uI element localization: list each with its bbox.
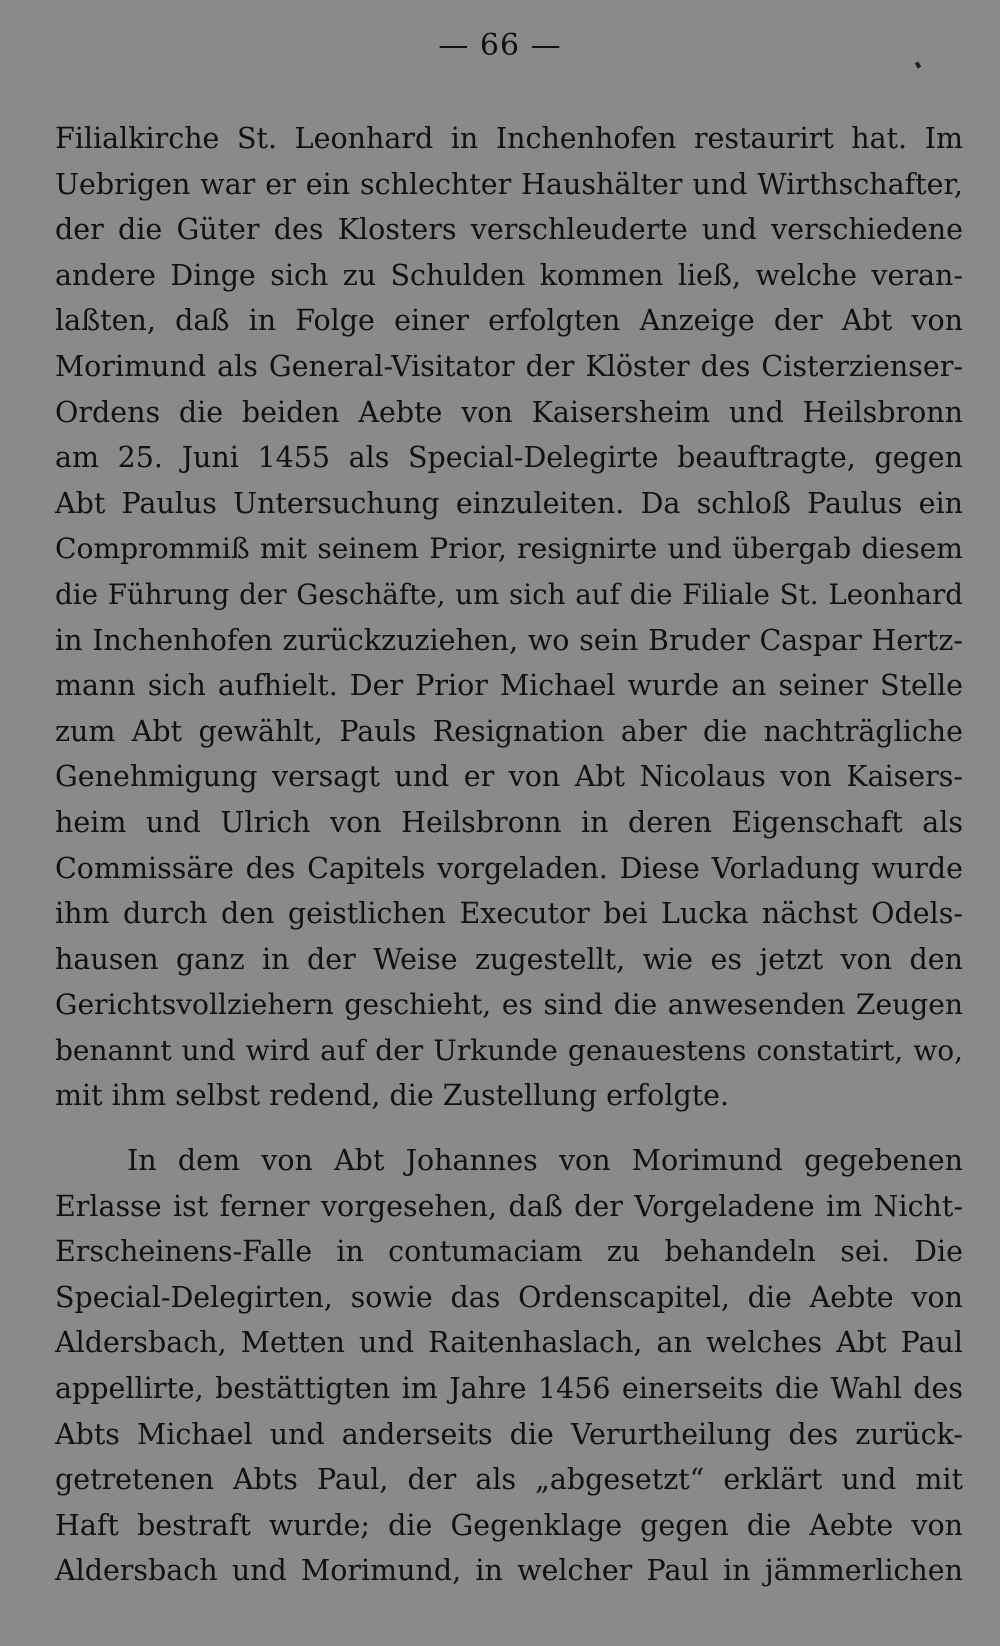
text-line: mit ihm selbst redend, die Zustellung erfolgte. (55, 1079, 730, 1113)
text-line: zum Abt gewählt, Pauls Resignation aber die nachträgliche (55, 714, 963, 748)
text-line: Uebrigen war er ein schlechter Haushälter und Wirthschafter, (55, 167, 963, 201)
text-line: benannt und wird auf der Urkunde genauestens constatirt, wo, (55, 1033, 963, 1067)
text-line: In dem von Abt Johannes von Morimund gegebenen (127, 1144, 963, 1177)
text-line: andere Dinge sich zu Schulden kommen ließ, welche veran- (55, 258, 963, 292)
page-number: — 66 — (438, 28, 562, 63)
text-line: mann sich aufhielt. Der Prior Michael wurde an seiner Stelle (55, 669, 963, 703)
text-line: die Führung der Geschäfte, um sich auf die Filiale St. Leonhard (55, 577, 963, 611)
text-line: Commissäre des Capitels vorgeladen. Diese Vorladung wurde (55, 851, 963, 885)
text-line: in Inchenhofen zurückzuziehen, wo sein Bruder Caspar Hertz- (55, 623, 963, 657)
text-line: Aldersbach und Morimund, in welcher Paul in jämmerlichen (55, 1554, 963, 1588)
text-line: appellirte, bestättigten im Jahre 1456 einerseits die Wahl des (55, 1371, 963, 1405)
text-line: Special-Delegirten, sowie das Ordenscapitel, die Aebte von (55, 1280, 963, 1314)
text-line: am 25. Juni 1455 als Special-Delegirte beauftragte, gegen (55, 441, 963, 475)
text-line: Filialkirche St. Leonhard in Inchenhofen restaurirt hat. Im (55, 122, 963, 155)
text-line: Gerichtsvollziehern geschieht, es sind die anwesenden Zeugen (55, 988, 963, 1022)
paragraph-2 (55, 1138, 963, 1594)
text-line: Abt Paulus Untersuchung einzuleiten. Da schloß Paulus ein (55, 486, 963, 520)
text-line: Erlasse ist ferner vorgesehen, daß der Vorgeladene im Nicht- (55, 1189, 963, 1223)
text-line: der die Güter des Klosters verschleuderte und verschiedene (55, 213, 963, 247)
text-line: Comprommiß mit seinem Prior, resignirte und übergab diesem (55, 532, 963, 566)
text-line: Haft bestraft wurde; die Gegenklage gegen die Aebte von (55, 1508, 963, 1542)
text-line: Morimund als General-Visitator der Klöster des Cisterzienser- (55, 349, 963, 383)
text-line: laßten, daß in Folge einer erfolgten Anzeige der Abt von (55, 304, 963, 338)
text-line: Aldersbach, Metten und Raitenhaslach, an welches Abt Paul (55, 1326, 963, 1360)
text-line: heim und Ulrich von Heilsbronn in deren Eigenschaft als (55, 805, 963, 839)
text-line: getretenen Abts Paul, der als „abgesetzt“ erklärt und mit (55, 1463, 963, 1497)
text-line: hausen ganz in der Weise zugestellt, wie es jetzt von den (55, 942, 963, 976)
text-line: Abts Michael und anderseits die Verurtheilung des zurück- (55, 1417, 963, 1451)
text-line: ihm durch den geistlichen Executor bei Lucka nächst Odels- (55, 897, 963, 931)
text-line: Erscheinens-Falle in contumaciam zu behandeln sei. Die (55, 1235, 963, 1269)
text-line: Genehmigung versagt und er von Abt Nicolaus von Kaisers- (55, 760, 963, 794)
paragraph-1 (55, 116, 963, 1119)
text-line: Ordens die beiden Aebte von Kaisersheim und Heilsbronn (55, 395, 963, 429)
